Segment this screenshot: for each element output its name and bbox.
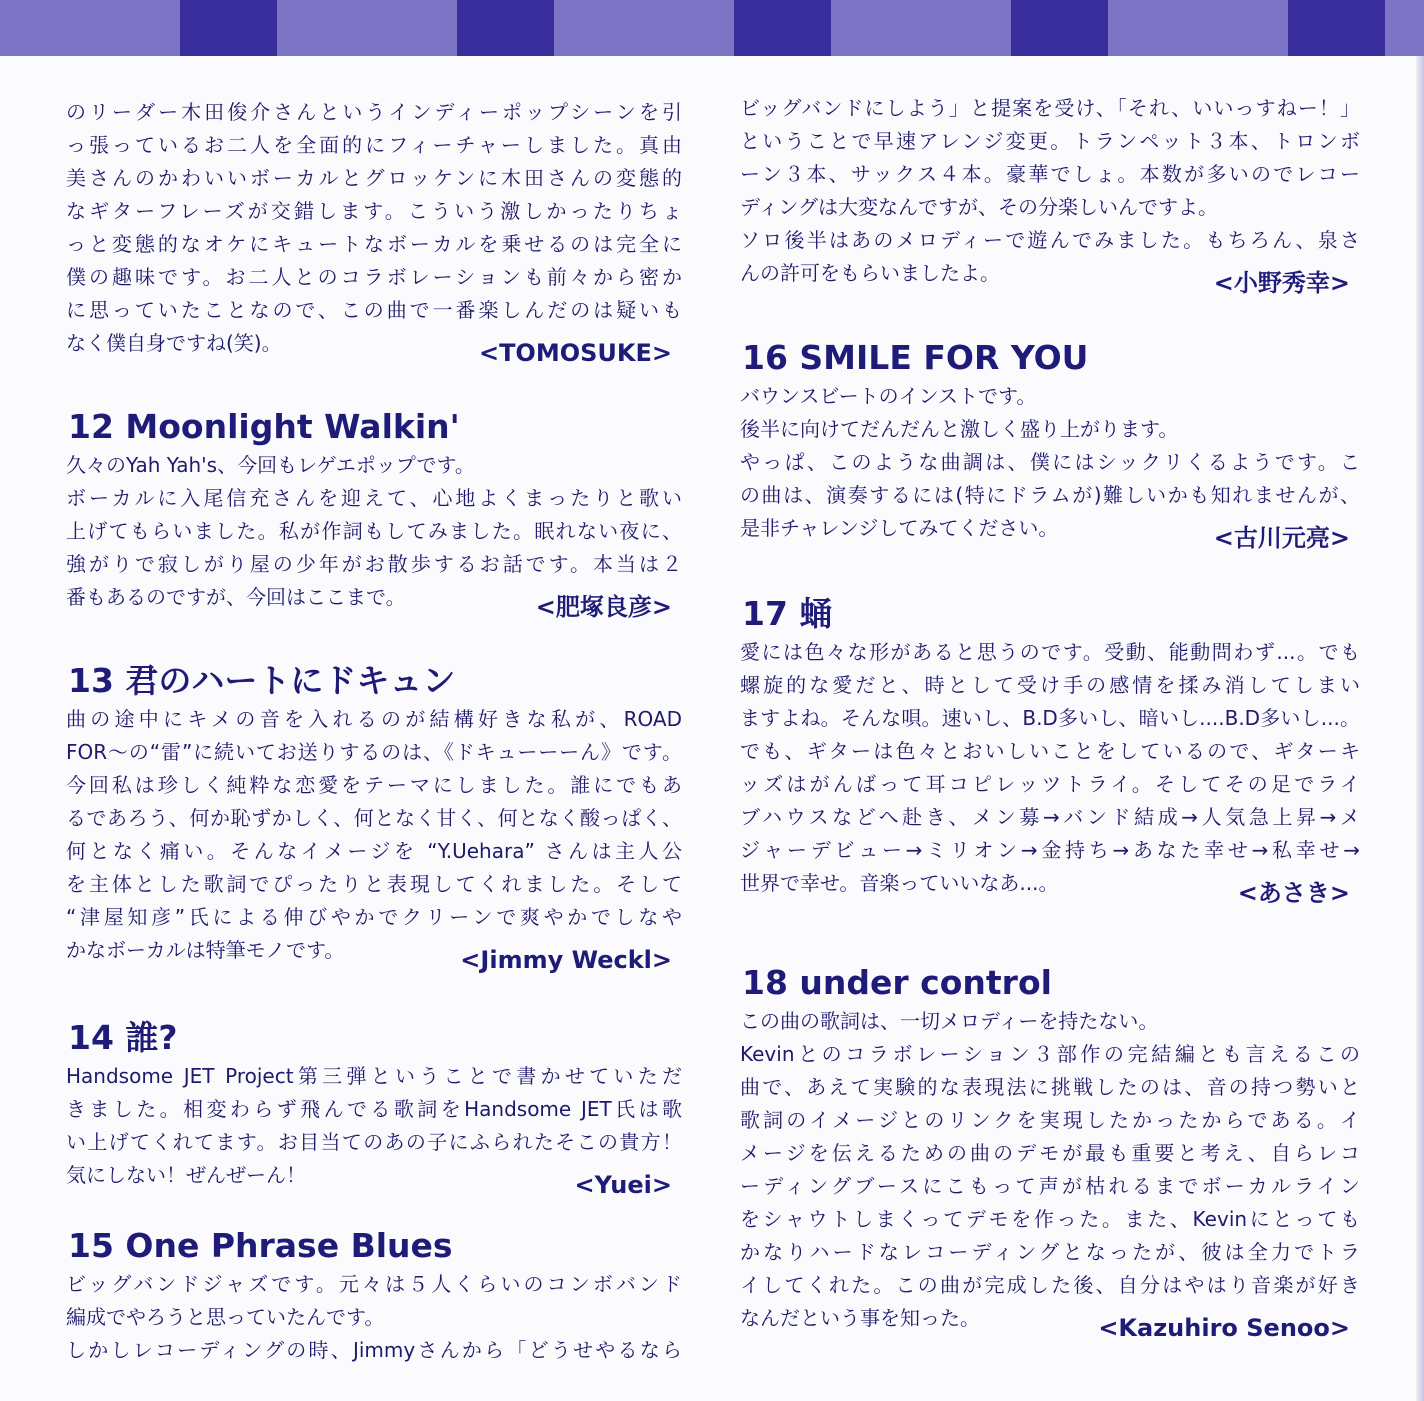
body-line: っ張っているお二人を全面的にフィーチャーしました。真由 (66, 133, 682, 157)
body-line: 僕の趣味です。お二人とのコラボレーションも前々から密か (66, 265, 682, 289)
track-note-16 (740, 336, 1360, 552)
author-signature: <Yuei> (574, 1171, 672, 1199)
body-line: ディングは大変なんですが、その分楽しいんですよ。 (740, 195, 1218, 219)
body-line: 番もあるのですが、今回はここまで。 (66, 585, 406, 609)
body-line: ビッグバンドにしよう」と提案を受け、「それ、いいっすねー！」 (740, 96, 1360, 120)
right-column (740, 0, 1360, 1401)
body-line: バウンスビートのインストです。 (740, 384, 1037, 408)
body-line: メージを伝えるための曲のデモが最も重要と考え、自らレコ (740, 1141, 1360, 1165)
body-line: のリーダー木田俊介さんというインディーポップシーンを引 (66, 100, 682, 124)
body-line: 強がりで寂しがり屋の少年がお散歩するお話です。本当は２ (66, 552, 682, 576)
author-signature: <肥塚良彦> (535, 593, 672, 621)
body-line: Handsome JET Project第三弾ということで書かせていただ (66, 1064, 682, 1088)
body-line: 久々のYah Yah's、今回もレゲエポップです。 (66, 453, 475, 477)
body-line: やっぱ、このような曲調は、僕にはシックリくるようです。こ (740, 450, 1360, 474)
body-line: Kevinとのコラボレーション３部作の完結編とも言えるこの (740, 1042, 1360, 1066)
body-line: でも、ギターは色々とおいしいことをしているので、ギターキ (740, 739, 1360, 763)
track-note-15 (66, 1224, 682, 1367)
body-line: きました。相変わらず飛んでる歌詞をHandsome JET氏は歌 (66, 1097, 682, 1121)
body-line: イしてくれた。この曲が完成した後、自分はやはり音楽が好き (740, 1273, 1360, 1297)
body-line: 世界で幸せ。音楽っていいなあ...。 (740, 871, 1059, 895)
track-heading: 17 蛹 (742, 594, 833, 633)
body-line: 何となく痛い。そんなイメージを “Y.Uehara” さんは主人公 (66, 839, 682, 863)
track-note-13 (66, 659, 682, 974)
body-line: 後半に向けてだんだんと激しく盛り上がります。 (740, 417, 1179, 441)
body-line: ソロ後半はあのメロディーで遊んでみました。もちろん、泉さ (740, 228, 1360, 252)
track-note-continued (66, 96, 682, 367)
body-line: 上げてもらいました。私が作詞もしてみました。眠れない夜に、 (66, 519, 682, 543)
body-line: 曲で、あえて実験的な表現法に挑戦したのは、音の持つ勢いと (740, 1075, 1360, 1099)
body-line: ということで早速アレンジ変更。トランペット３本、トロンボ (740, 129, 1360, 153)
body-line: 愛には色々な形があると思うのです。受動、能動問わず...。でも (740, 640, 1360, 664)
body-line: 編成でやろうと思っていたんです。 (66, 1305, 385, 1329)
body-line: ーン３本、サックス４本。豪華でしょ。本数が多いのでレコー (740, 162, 1360, 186)
body-line: ボーカルに入尾信充さんを迎えて、心地よくまったりと歌い (66, 486, 682, 510)
track-note-14 (66, 1016, 682, 1199)
body-line: かなボーカルは特筆モノです。 (66, 938, 345, 962)
author-signature: <Kazuhiro Senoo> (1098, 1314, 1350, 1342)
body-line: ビッグバンドジャズです。元々は５人くらいのコンボバンド (66, 1272, 682, 1296)
author-signature: <Jimmy Weckl> (460, 946, 672, 974)
body-line: るであろう、何か恥ずかしく、何となく甘く、何となく酸っぱく、 (66, 806, 682, 830)
page-edge (1416, 56, 1424, 1401)
track-note-12 (66, 405, 682, 621)
track-heading: 14 誰? (68, 1018, 178, 1057)
body-line: なんだという事を知った。 (740, 1306, 980, 1330)
left-column (66, 0, 682, 1401)
author-signature: <古川元亮> (1213, 524, 1350, 552)
body-line: なギターフレーズが交錯します。こういう激しかったりちょ (66, 199, 682, 223)
body-line: しかしレコーディングの時、Jimmyさんから「どうせやるなら (66, 1338, 682, 1362)
body-line: 曲の途中にキメの音を入れるのが結構好きな私が、ROAD (66, 707, 682, 731)
body-line: の曲は、演奏するには(特にドラムが)難しいかも知れませんが、 (740, 483, 1360, 507)
author-signature: <あさき> (1237, 879, 1350, 907)
body-line: ジャーデビュー→ミリオン→金持ち→あなた幸せ→私幸せ→ (740, 838, 1360, 862)
body-line: ブハウスなどへ赴き、メン募→バンド結成→人気急上昇→メ (740, 805, 1360, 829)
body-line: んの許可をもらいましたよ。 (740, 261, 1000, 285)
body-line: い上げてくれてます。お目当てのあの子にふられたそこの貴方！ (66, 1130, 682, 1154)
body-line: ますよね。そんな唄。速いし、B.D多いし、暗いし....B.D多いし...。 (740, 706, 1360, 730)
body-line: 是非チャレンジしてみてください。 (740, 516, 1059, 540)
body-line: 歌詞のイメージとのリンクを実現したかったからである。イ (740, 1108, 1360, 1132)
body-line: に思っていたことなので、この曲で一番楽しんだのは疑いも (66, 298, 682, 322)
track-heading: 16 SMILE FOR YOU (742, 338, 1089, 377)
track-heading: 13 君のハートにドキュン (68, 661, 456, 700)
body-line: なく僕自身ですね(笑)。 (66, 331, 282, 355)
body-line: 気にしない！ぜんぜーん！ (66, 1163, 306, 1187)
body-line: を主体とした歌詞でぴったりと表現してくれました。そして (66, 872, 682, 896)
track-note-18 (740, 961, 1360, 1342)
body-line: ーディングブースにこもって声が枯れるまでボーカルライン (740, 1174, 1360, 1198)
body-line: 螺旋的な愛だと、時として受け手の感情を揉み消してしまい (740, 673, 1360, 697)
track-note-15-continued (740, 92, 1360, 297)
body-line: っと変態的なオケにキュートなボーカルを乗せるのは完全に (66, 232, 682, 256)
body-line: ッズはがんばって耳コピレッツトライ。そしてその足でライ (740, 772, 1360, 796)
track-heading: 18 under control (742, 963, 1052, 1002)
body-line: 今回私は珍しく純粋な恋愛をテーマにしました。誰にでもあ (66, 773, 682, 797)
body-line: “津屋知彦”氏による伸びやかでクリーンで爽やかでしなや (66, 905, 682, 929)
track-heading: 12 Moonlight Walkin' (68, 407, 460, 446)
body-line: 美さんのかわいいボーカルとグロッケンに木田さんの変態的 (66, 166, 682, 190)
body-line: をシャウトしまくってデモを作った。また、Kevinにとっても (740, 1207, 1360, 1231)
author-signature: <TOMOSUKE> (478, 339, 672, 367)
body-line: FOR～の“雷”に続いてお送りするのは、《ドキューーーん》です。 (66, 740, 682, 764)
body-line: この曲の歌詞は、一切メロディーを持たない。 (740, 1009, 1159, 1033)
author-signature: <小野秀幸> (1213, 269, 1350, 297)
body-line: かなりハードなレコーディングとなったが、彼は全力でトラ (740, 1240, 1360, 1264)
track-note-17 (740, 592, 1360, 907)
track-heading: 15 One Phrase Blues (68, 1226, 453, 1265)
